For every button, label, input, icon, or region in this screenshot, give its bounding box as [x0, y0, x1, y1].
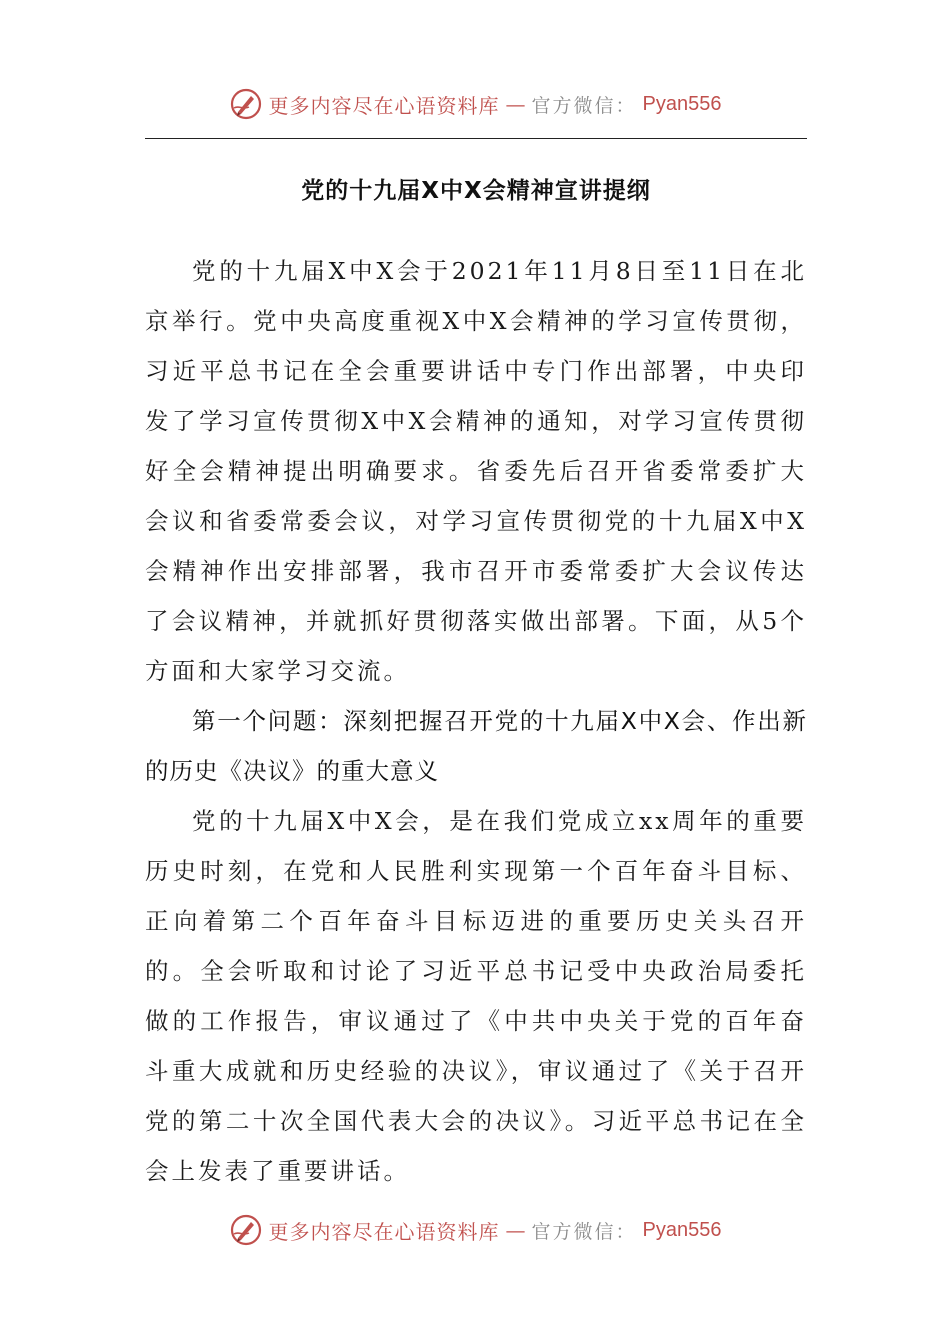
pen-logo-icon: [229, 87, 263, 121]
body-paragraph: 党的十九届X中X会，是在我们党成立xx周年的重要历史时刻，在党和人民胜利实现第一个百年奋斗目标、正向着第二个百年奋斗目标迈进的重要历史关头召开的。全会听取和讨论了习近平总书记受中央政治局委托做的工作报告，审议通过了《中共中央关于党的百年奋斗重大成就和历史经验的决议》，审议通过了《关于召开党的第二十次全国代表大会的决议》。习近平总书记在全会上发表了重要讲话。: [145, 807, 807, 1185]
header-watermark-banner: [0, 84, 950, 124]
banner-dash: —: [505, 1218, 526, 1242]
banner-wechat-id: Pyan556: [642, 1218, 722, 1241]
body-paragraph: 党的十九届X中X会于2021年11月8日至11日在北京举行。党中央高度重视X中X会精神的学习宣传贯彻，习近平总书记在全会重要讲话中专门作出部署，中央印发了学习宣传贯彻X中X会精神的通知，对学习宣传贯彻好全会精神提出明确要求。省委先后召开省委常委扩大会议和省委常委会议，对学习宣传贯彻党的十九届X中X会精神作出安排部署，我市召开市委常委扩大会议传达了会议精神，并就抓好贯彻落实做出部署。下面，从5个方面和大家学习交流。: [145, 257, 807, 685]
banner-dash: —: [505, 92, 526, 116]
banner-wechat-label: 官方微信：: [531, 1220, 637, 1243]
banner-wechat-label: 官方微信：: [531, 94, 637, 117]
header-divider: [145, 138, 807, 139]
banner-brand-text: 更多内容尽在心语资料库: [268, 93, 500, 118]
pen-logo-icon: [229, 1213, 263, 1247]
banner-wechat-id: Pyan556: [642, 92, 722, 115]
banner-brand-text: 更多内容尽在心语资料库: [268, 1219, 500, 1244]
document-body: [145, 246, 807, 1196]
footer-watermark-banner: [0, 1210, 950, 1250]
document-title: 党的十九届X中X会精神宣讲提纲: [301, 178, 651, 204]
section-heading: 第一个问题：深刻把握召开党的十九届X中X会、作出新的历史《决议》的重大意义: [145, 707, 807, 785]
